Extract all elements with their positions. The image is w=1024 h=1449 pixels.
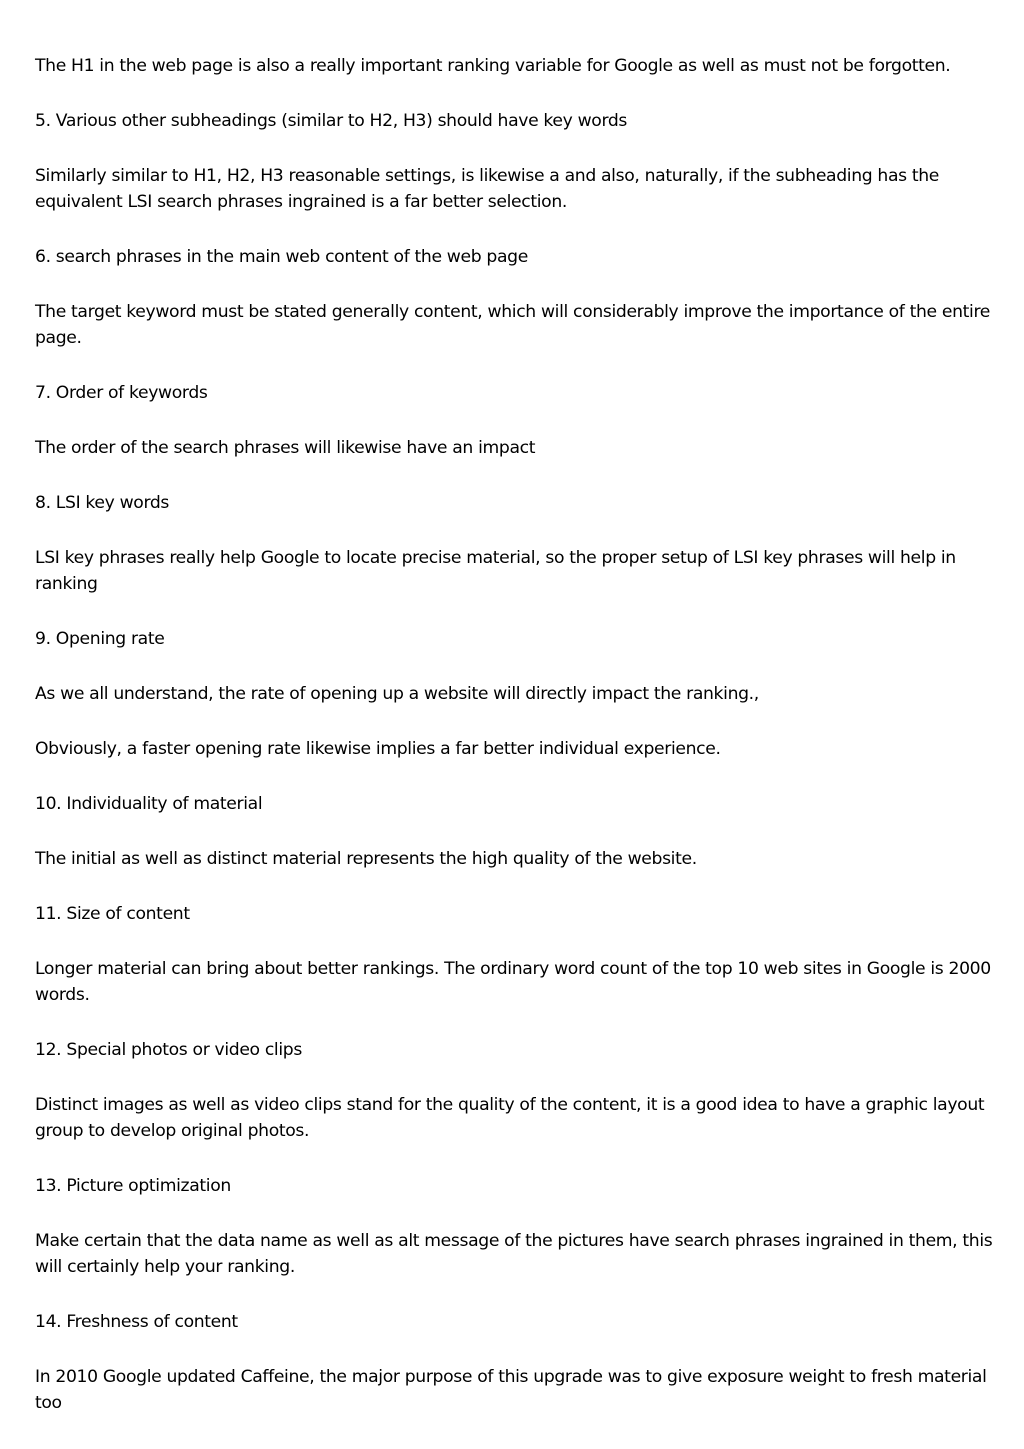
heading-9-opening-rate: 9. Opening rate [35, 629, 165, 649]
paragraph-longer-material: Longer material can bring about better rankings. The ordinary word count of the top 10 web sites in Google is 2000 words. [35, 959, 991, 1005]
paragraph-h1-importance: The H1 in the web page is also a really important ranking variable for Google as well as must not be forgotten. [35, 56, 951, 76]
paragraph-lsi: LSI key phrases really help Google to locate precise material, so the proper setup of LSI key phrases will help in ranking [35, 548, 956, 594]
heading-8-lsi-key-words: 8. LSI key words [35, 493, 170, 513]
paragraph-distinct-material: The initial as well as distinct material represents the high quality of the website. [35, 849, 697, 869]
paragraph-alt-message: Make certain that the data name as well as alt message of the pictures have search phrases ingrained in them, this will certainly help your ranking. [35, 1231, 993, 1277]
heading-12-special-photos: 12. Special photos or video clips [35, 1040, 302, 1060]
paragraph-caffeine-update: In 2010 Google updated Caffeine, the major purpose of this upgrade was to give exposure weight to fresh material too [35, 1367, 987, 1413]
heading-14-freshness: 14. Freshness of content [35, 1312, 238, 1332]
heading-6-search-phrases: 6. search phrases in the main web content of the web page [35, 247, 528, 267]
heading-10-individuality: 10. Individuality of material [35, 794, 263, 814]
paragraph-target-keyword: The target keyword must be stated generally content, which will considerably improve the importance of the entire page. [35, 302, 991, 348]
paragraph-order-impact: The order of the search phrases will likewise have an impact [35, 438, 536, 458]
document-body [35, 53, 995, 1445]
heading-13-picture-optimization: 13. Picture optimization [35, 1176, 231, 1196]
paragraph-subheadings: Similarly similar to H1, H2, H3 reasonable settings, is likewise a and also, naturally, if the subheading has the equivalent LSI search phrases ingrained is a far better selection. [35, 166, 940, 212]
heading-7-order-of-keywords: 7. Order of keywords [35, 383, 208, 403]
paragraph-opening-rate: As we all understand, the rate of opening up a website will directly impact the ranking., [35, 684, 759, 704]
paragraph-distinct-images: Distinct images as well as video clips stand for the quality of the content, it is a good idea to have a graphic layout group to develop original photos. [35, 1095, 985, 1141]
paragraph-user-experience: Obviously, a faster opening rate likewise implies a far better individual experience. [35, 739, 721, 759]
heading-5-subheadings: 5. Various other subheadings (similar to H2, H3) should have key words [35, 111, 628, 131]
heading-11-size-of-content: 11. Size of content [35, 904, 190, 924]
